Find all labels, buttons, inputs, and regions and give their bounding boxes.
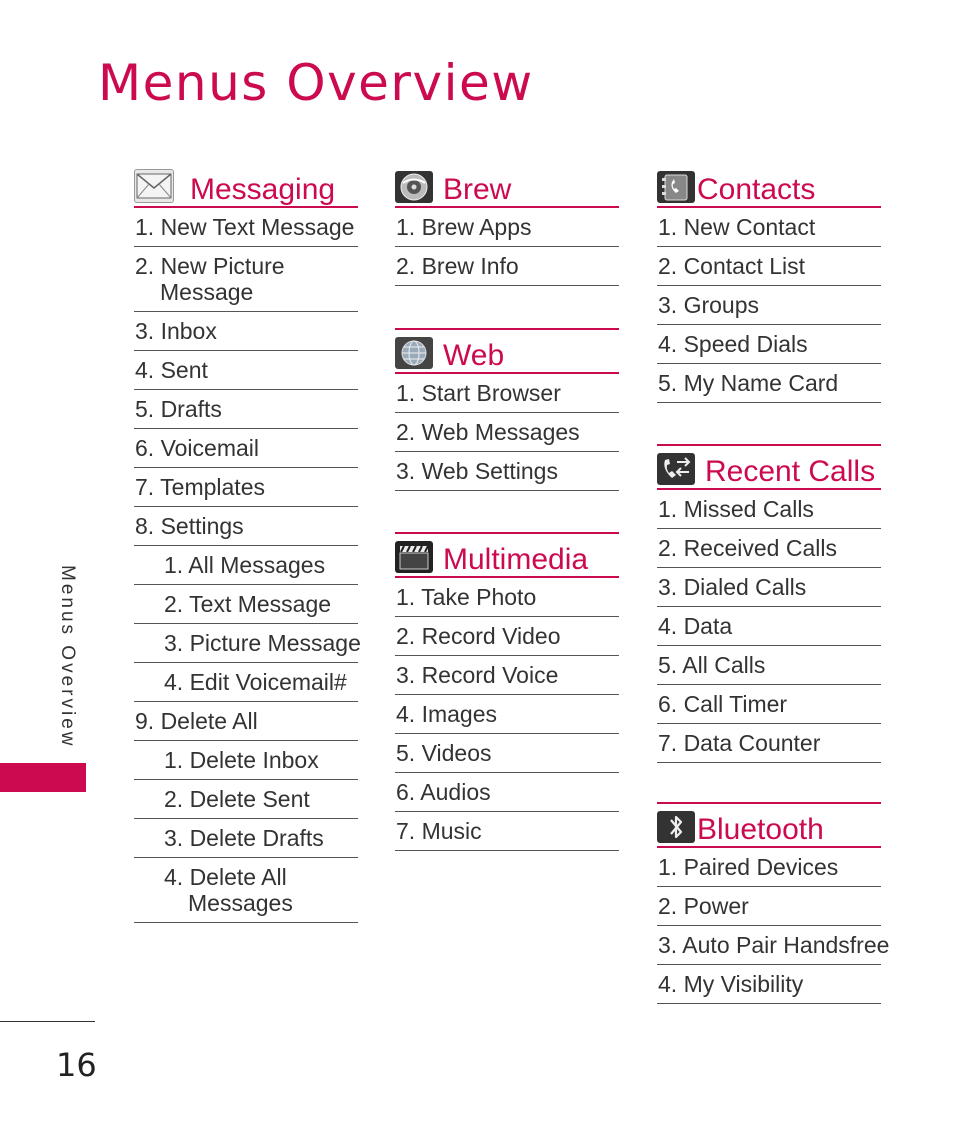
menu-item-label: 5. Videos bbox=[396, 740, 492, 766]
contacts-header bbox=[657, 166, 881, 208]
messaging-header bbox=[134, 166, 358, 208]
menu-item-label: 1. Start Browser bbox=[396, 380, 561, 406]
footer-rule bbox=[0, 1021, 95, 1022]
menu-item-label: 2. Brew Info bbox=[396, 253, 519, 279]
menu-item bbox=[134, 819, 358, 858]
menu-item bbox=[657, 208, 881, 247]
menu-item bbox=[657, 685, 881, 724]
menu-item bbox=[395, 208, 619, 247]
brew-list bbox=[395, 208, 619, 286]
menu-item-label: 5. All Calls bbox=[658, 652, 766, 678]
bluetooth-heading: Bluetooth bbox=[697, 813, 824, 846]
bluetooth-header bbox=[657, 802, 881, 848]
menu-item-label: 4. Images bbox=[396, 701, 497, 727]
menu-item bbox=[134, 624, 361, 663]
contacts-section bbox=[657, 166, 881, 403]
menu-item bbox=[395, 617, 619, 656]
contacts-list bbox=[657, 208, 881, 403]
brew-section bbox=[395, 166, 619, 286]
contacts-heading: Contacts bbox=[697, 173, 816, 206]
menu-item-label: 2. Delete Sent bbox=[164, 786, 310, 812]
menu-item bbox=[657, 325, 881, 364]
menu-item bbox=[134, 585, 358, 624]
menu-item-label: 8. Settings bbox=[135, 513, 244, 539]
menu-item bbox=[395, 656, 619, 695]
menu-item-label: 1. New Contact bbox=[658, 214, 816, 240]
menu-item bbox=[395, 734, 619, 773]
menu-item bbox=[134, 247, 358, 312]
recent-calls-header bbox=[657, 444, 881, 490]
menu-item-label: 3. Web Settings bbox=[396, 458, 558, 484]
menu-item bbox=[395, 812, 619, 851]
side-label bbox=[50, 565, 80, 755]
multimedia-heading: Multimedia bbox=[443, 543, 589, 576]
menu-item bbox=[134, 546, 358, 585]
menu-item-label: 1. Take Photo bbox=[396, 584, 537, 610]
menu-item bbox=[134, 429, 358, 468]
menu-item-label: 4. Edit Voicemail# bbox=[164, 669, 347, 695]
globe-icon bbox=[395, 337, 433, 369]
menu-item bbox=[657, 364, 881, 403]
menu-item-label: 1. Brew Apps bbox=[396, 214, 532, 240]
menu-item bbox=[134, 702, 358, 741]
menu-item-label: 4. Sent bbox=[135, 357, 208, 383]
side-tab-bar bbox=[0, 763, 86, 792]
menu-item bbox=[395, 374, 619, 413]
menu-item bbox=[395, 452, 619, 491]
menu-item-label: 3. Picture Message bbox=[164, 630, 361, 656]
menu-item-label: 6. Voicemail bbox=[135, 435, 260, 461]
menu-item bbox=[134, 858, 358, 923]
menu-item bbox=[657, 926, 890, 965]
menu-item bbox=[134, 468, 358, 507]
multimedia-header bbox=[395, 532, 619, 578]
menu-item-label: 2. Web Messages bbox=[396, 419, 580, 445]
menu-item-label: 3. Auto Pair Handsfree bbox=[658, 932, 890, 958]
clapperboard-icon bbox=[395, 541, 433, 573]
menu-item-label: 4. My Visibility bbox=[658, 971, 804, 997]
menu-item-label: 3. Groups bbox=[658, 292, 759, 318]
menu-item-label: 4. Data bbox=[658, 613, 733, 639]
menu-item bbox=[134, 507, 358, 546]
menu-item bbox=[657, 247, 881, 286]
web-header bbox=[395, 328, 619, 374]
brew-disc-icon bbox=[395, 171, 433, 203]
menu-item-label: 7. Music bbox=[396, 818, 482, 844]
messaging-list bbox=[134, 208, 361, 923]
menu-item bbox=[657, 529, 881, 568]
menu-item bbox=[657, 646, 881, 685]
messaging-heading: Messaging bbox=[190, 173, 336, 206]
recent-calls-list bbox=[657, 490, 881, 763]
side-label-text: Menus Overview bbox=[57, 565, 78, 749]
menu-item-label: 6. Call Timer bbox=[658, 691, 788, 717]
menu-item-label: 2. Contact List bbox=[658, 253, 806, 279]
menu-item bbox=[657, 887, 881, 926]
menu-item bbox=[657, 848, 881, 887]
bluetooth-section bbox=[657, 802, 890, 1004]
brew-header bbox=[395, 166, 619, 208]
menu-item bbox=[134, 390, 358, 429]
menu-item bbox=[395, 773, 619, 812]
menu-item-label: 2. Power bbox=[658, 893, 749, 919]
menu-item-label: 3. Dialed Calls bbox=[658, 574, 807, 600]
menu-item bbox=[657, 724, 881, 763]
menu-item bbox=[657, 286, 881, 325]
envelope-icon bbox=[134, 169, 174, 203]
menu-item bbox=[134, 663, 358, 702]
page-title: Menus Overview bbox=[98, 54, 534, 112]
menu-item bbox=[134, 208, 358, 247]
multimedia-list bbox=[395, 578, 619, 851]
menu-item bbox=[657, 965, 881, 1004]
menu-item-label: 2. Received Calls bbox=[658, 535, 837, 561]
web-list bbox=[395, 374, 619, 491]
menu-item-label: 1. Missed Calls bbox=[658, 496, 814, 522]
menu-item-label: 4. Speed Dials bbox=[658, 331, 808, 357]
web-heading: Web bbox=[443, 339, 505, 372]
menu-item-label: 7. Templates bbox=[135, 474, 265, 500]
menu-item-label: 1. All Messages bbox=[164, 552, 326, 578]
menu-item bbox=[134, 741, 358, 780]
recent-calls-heading: Recent Calls bbox=[705, 455, 876, 488]
menu-item-label: 1. Paired Devices bbox=[658, 854, 839, 880]
brew-heading: Brew bbox=[443, 173, 512, 206]
menu-item bbox=[134, 780, 358, 819]
menu-item-label: 5. My Name Card bbox=[658, 370, 839, 396]
menu-item-label: 7. Data Counter bbox=[658, 730, 821, 756]
menu-item-label: 5. Drafts bbox=[135, 396, 222, 422]
page-number: 16 bbox=[56, 1046, 97, 1084]
messaging-section bbox=[134, 166, 361, 923]
menu-item bbox=[395, 247, 619, 286]
menu-item bbox=[395, 413, 619, 452]
menu-item bbox=[134, 351, 358, 390]
bluetooth-list bbox=[657, 848, 890, 1004]
menu-item-label: 2. Text Message bbox=[164, 591, 332, 617]
address-book-icon bbox=[657, 171, 695, 203]
menu-item-label: 3. Delete Drafts bbox=[164, 825, 324, 851]
menu-item-label: 4. Delete All bbox=[164, 864, 287, 890]
menu-item-label: 2. Record Video bbox=[396, 623, 561, 649]
bluetooth-icon bbox=[657, 811, 695, 843]
menu-item bbox=[395, 695, 619, 734]
web-section bbox=[395, 328, 619, 491]
menu-item-label-continued: Messages bbox=[188, 890, 293, 916]
menu-item-label: 6. Audios bbox=[396, 779, 491, 805]
menu-item bbox=[395, 578, 619, 617]
menu-item bbox=[657, 490, 881, 529]
menu-item bbox=[657, 568, 881, 607]
phone-arrows-icon bbox=[657, 453, 695, 485]
menu-item-label: 3. Record Voice bbox=[396, 662, 559, 688]
recent-calls-section bbox=[657, 444, 881, 763]
menu-item-label: 1. Delete Inbox bbox=[164, 747, 319, 773]
menu-item bbox=[134, 312, 358, 351]
menu-item-label: 2. New Picture bbox=[135, 253, 285, 279]
menu-item-label: 3. Inbox bbox=[135, 318, 217, 344]
menu-item-label: 1. New Text Message bbox=[135, 214, 355, 240]
menu-item bbox=[657, 607, 881, 646]
multimedia-section bbox=[395, 532, 619, 851]
menu-item-label: 9. Delete All bbox=[135, 708, 258, 734]
menu-item-label-continued: Message bbox=[160, 279, 254, 305]
